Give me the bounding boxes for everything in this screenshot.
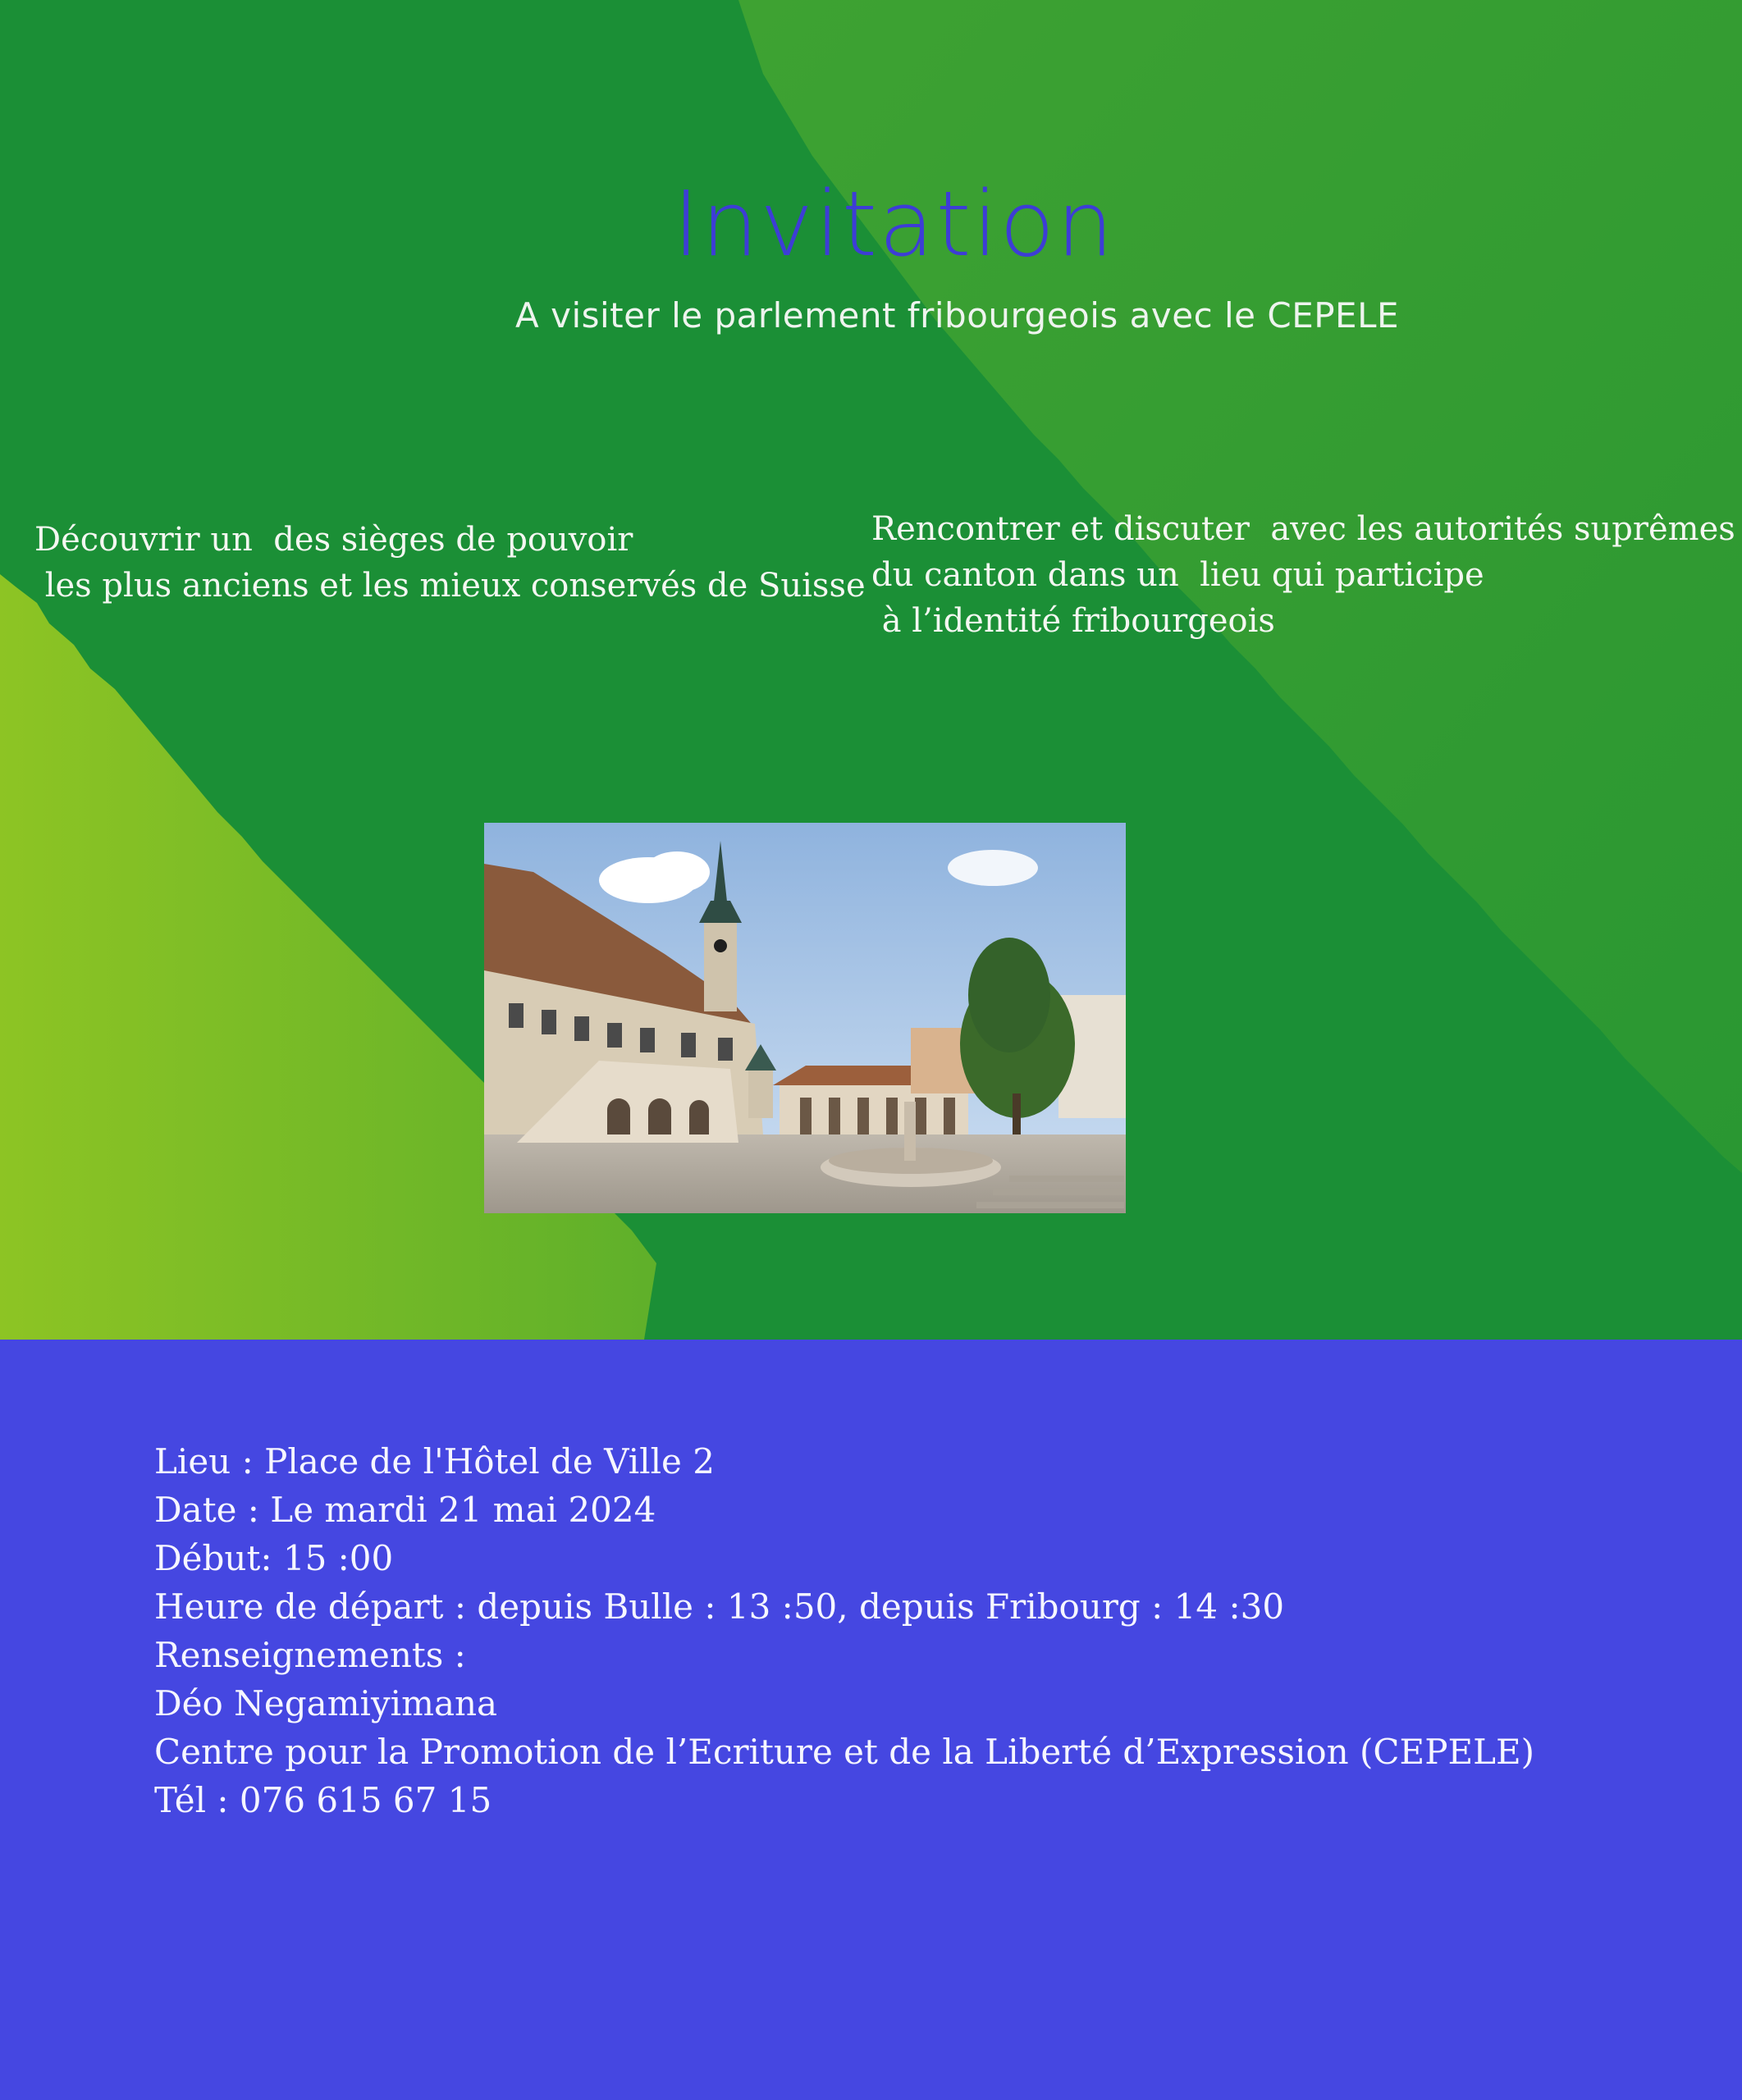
phone-line: Tél : 076 615 67 15 xyxy=(154,1780,492,1820)
location-line: Lieu : Place de l'Hôtel de Ville 2 xyxy=(154,1441,715,1481)
start-time-line: Début: 15 :00 xyxy=(154,1538,394,1578)
intro-left-line: Découvrir un des sièges de pouvoir xyxy=(34,521,633,559)
departure-line: Heure de départ : depuis Bulle : 13 :50, depuis Fribourg : 14 :30 xyxy=(154,1586,1285,1627)
date-line: Date : Le mardi 21 mai 2024 xyxy=(154,1490,656,1530)
contact-name: Déo Negamiyimana xyxy=(154,1683,498,1723)
intro-right-line: à l’identité fribourgeois xyxy=(871,602,1275,640)
intro-left-line: les plus anciens et les mieux conservés de Suisse xyxy=(34,567,866,605)
intro-right-line: Rencontrer et discuter avec les autorités suprêmes xyxy=(871,510,1735,548)
intro-left-text xyxy=(34,517,866,609)
event-details xyxy=(154,1437,1534,1824)
invitation-subtitle: A visiter le parlement fribourgeois avec le CEPELE xyxy=(515,295,1400,336)
intro-right-text xyxy=(871,506,1735,644)
intro-right-line: du canton dans un lieu qui participe xyxy=(871,556,1484,594)
invitation-title: Invitation xyxy=(673,171,1116,276)
info-heading: Renseignements : xyxy=(154,1635,466,1675)
organisation-line: Centre pour la Promotion de l’Ecriture et de la Liberté d’Expression (CEPELE) xyxy=(154,1732,1535,1772)
town-hall-photo xyxy=(484,823,1126,1213)
